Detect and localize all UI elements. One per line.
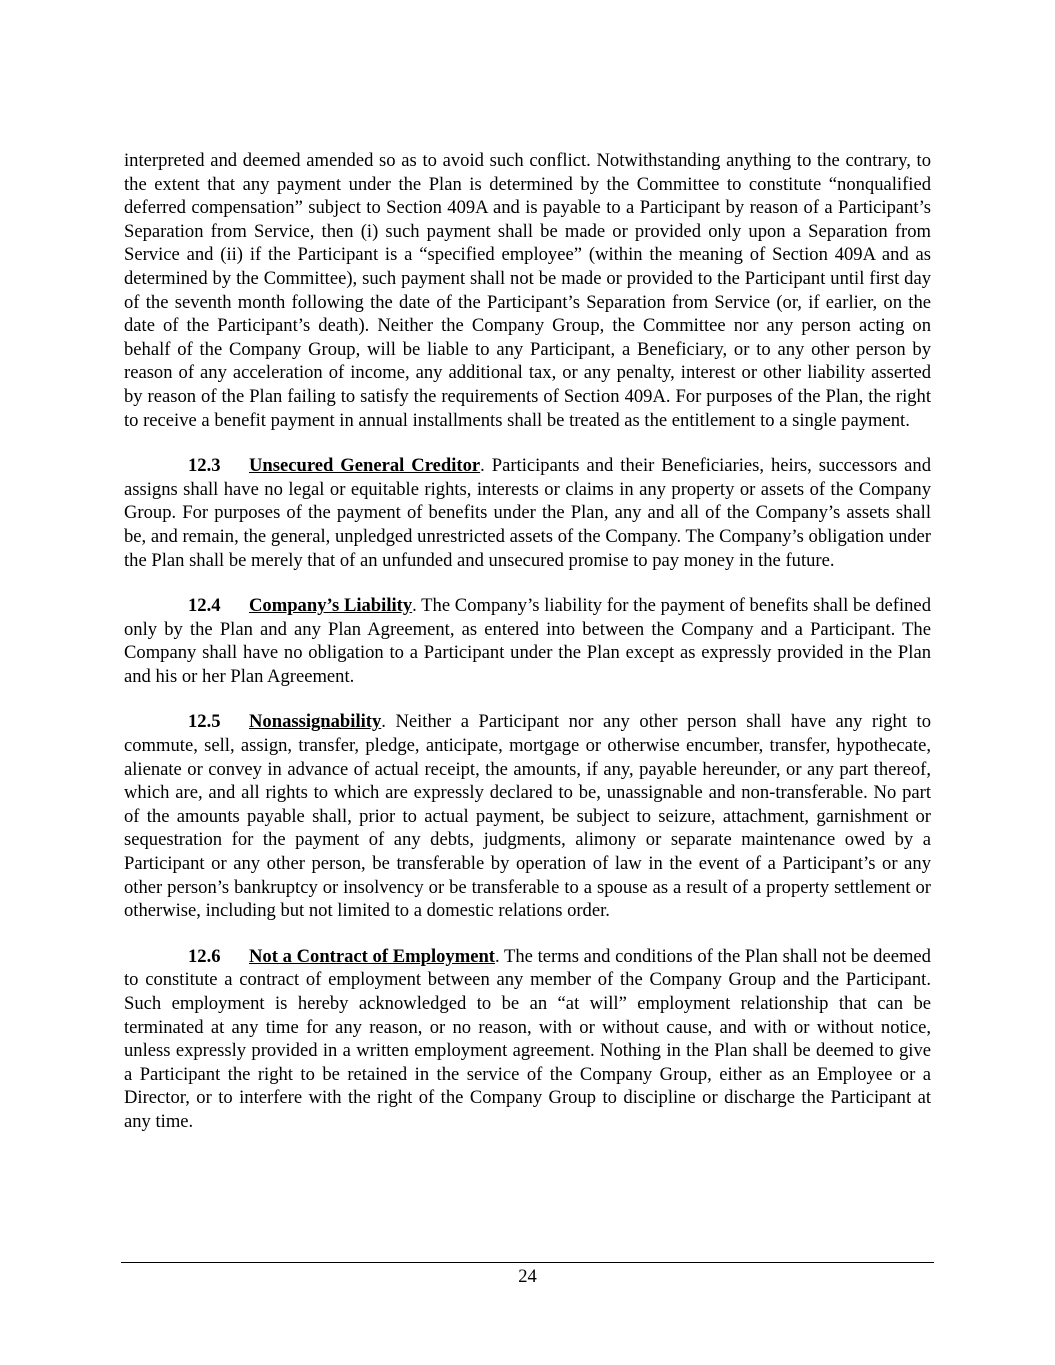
section-12-5 <box>124 710 931 922</box>
section-title: Not a Contract of Employment <box>249 945 495 967</box>
section-body: Neither a Participant nor any other person shall have any right to commute, sell, assign, transfer, pledge, anticipate, mortgage or otherwise encumber, transfer, hypothecate, alienate or convey in advance of actual receipt, the amounts, if any, payable hereunder, or any part thereof, which are, and all rights to which are expressly declared to be, unassignable and non-transferable. No part of the amounts payable shall, prior to actual payment, be subject to seizure, attachment, garnishment or sequestration for the payment of any debts, judgments, alimony or separate maintenance owed by a Participant or any other person, be transferable by operation of law in the event of a Participant’s or any other person’s bankruptcy or insolvency or be transferable to a spouse as a result of a property settlement or otherwise, including but not limited to a domestic relations order. <box>124 711 931 922</box>
page-number: 24 <box>518 1266 537 1287</box>
continuation-paragraph: interpreted and deemed amended so as to avoid such conflict. Notwithstanding anything to the contrary, to the extent that any payment under the Plan is determined by the Committee to constitute “nonqualified deferred compensation” subject to Section 409A and is payable to a Participant by reason of a Participant’s Separation from Service, then (i) such payment shall be made or provided only upon a Separation from Service and (ii) if the Participant is a “specified employee” (within the meaning of Section 409A and as determined by the Committee), such payment shall not be made or provided to the Participant until first day of the seventh month following the date of the Participant’s Separation from Service (or, if earlier, on the date of the Participant’s death). Neither the Company Group, the Committee nor any person acting on behalf of the Company Group, will be liable to any Participant, a Beneficiary, or to any other person by reason of any acceleration of income, any additional tax, or any penalty, interest or other liability asserted by reason of the Plan failing to satisfy the requirements of Section 409A. For purposes of the Plan, the right to receive a benefit payment in annual installments shall be treated as the entitlement to a single payment. <box>124 150 931 431</box>
section-number: 12.3 <box>188 455 221 477</box>
footer-divider <box>121 1262 934 1263</box>
section-title: Company’s Liability <box>249 595 413 617</box>
document-body <box>124 149 931 1156</box>
section-title-punct: . <box>495 945 500 967</box>
section-number: 12.4 <box>188 595 221 617</box>
section-body: The Company’s liability for the payment of benefits shall be defined only by the Plan and any Plan Agreement, as entered into between the Company and a Participant. The Company shall have no obligation to a Participant under the Plan except as expressly provided in the Plan and his or her Plan Agreement. <box>124 595 931 687</box>
section-number: 12.6 <box>188 945 221 967</box>
section-title-punct: . <box>381 711 386 733</box>
section-body: The terms and conditions of the Plan shall not be deemed to constitute a contract of employment between any member of the Company Group and the Participant. Such employment is hereby acknowledged to be an “at will” employment relationship that can be terminated at any time for any reason, or no reason, with or without cause, and with or without notice, unless expressly provided in a written employment agreement. Nothing in the Plan shall be deemed to give a Participant the right to be retained in the service of the Company Group, either as an Employee or a Director, or to interfere with the right of the Company Group to discipline or discharge the Participant at any time. <box>124 945 931 1132</box>
section-title: Nonassignability <box>249 711 382 733</box>
section-title-punct: . <box>480 455 485 477</box>
section-body: Participants and their Beneficiaries, heirs, successors and assigns shall have no legal or equitable rights, interests or claims in any property or assets of the Company Group. For purposes of the payment of benefits under the Plan, any and all of the Company’s assets shall be, and remain, the general, unpledged unrestricted assets of the Company. The Company’s obligation under the Plan shall be merely that of an unfunded and unsecured promise to pay money in the future. <box>124 455 931 571</box>
section-12-3 <box>124 454 931 572</box>
section-12-4 <box>124 594 931 688</box>
section-title: Unsecured General Creditor <box>249 455 481 477</box>
section-title-punct: . <box>412 595 417 617</box>
section-12-6 <box>124 945 931 1134</box>
section-number: 12.5 <box>188 711 221 733</box>
